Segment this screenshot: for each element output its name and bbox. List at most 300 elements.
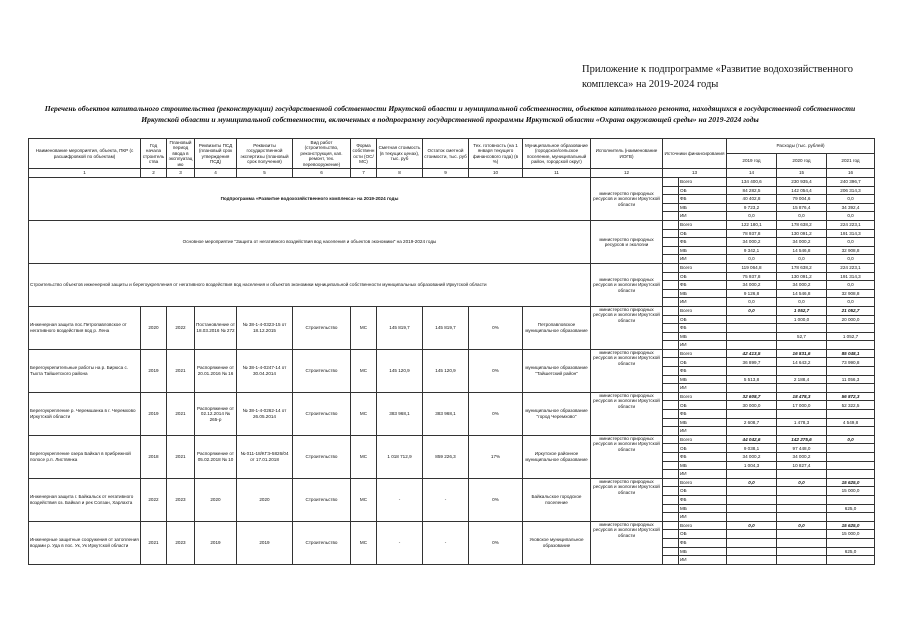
expense-value: 97 448,0 — [777, 444, 827, 453]
source-label: МБ — [679, 375, 727, 384]
source-spacer — [663, 220, 679, 229]
source-spacer — [663, 470, 679, 479]
source-spacer — [663, 246, 679, 255]
object-readiness: 17% — [469, 435, 523, 478]
expense-value: 14 546,8 — [777, 289, 827, 298]
group-name: Подпрограмма «Развитие водохозяйственного комплекса» на 2019-2024 годы — [29, 178, 591, 221]
expense-value: 15 876,4 — [777, 203, 827, 212]
source-label: ФБ — [679, 367, 727, 376]
source-label: ФБ — [679, 410, 727, 419]
source-label: ОБ — [679, 186, 727, 195]
expense-value: 0,0 — [727, 478, 777, 487]
object-work: Строительство — [293, 435, 351, 478]
header-work: Вид работ (строительство, реконструкция, кап. ремонт, тех. перевооружение) — [293, 139, 351, 169]
col-num: 15 — [777, 169, 827, 178]
header-2019: 2019 год — [727, 154, 777, 169]
source-label: Всего — [679, 521, 727, 530]
object-row — [29, 435, 875, 444]
header-year-plan: Плановый период ввода в эксплуатацию — [167, 139, 195, 169]
expense-value — [827, 324, 875, 333]
expense-value — [777, 487, 827, 496]
expense-value: 0,0 — [827, 212, 875, 221]
source-spacer — [663, 478, 679, 487]
expense-value — [777, 556, 827, 565]
object-cost: 383 968,1 — [377, 392, 423, 435]
source-spacer — [663, 324, 679, 333]
source-spacer — [663, 186, 679, 195]
source-label: ФБ — [679, 238, 727, 247]
expense-value: 20 000,0 — [827, 315, 875, 324]
source-label: МБ — [679, 203, 727, 212]
object-psd: Распоряжение от 20.01.2016 № 16 — [195, 349, 237, 392]
object-name: Берегоукрепление р. Черемшанка в г. Черемхово Иркутской области — [29, 392, 141, 435]
expense-value: 0,0 — [827, 281, 875, 290]
expense-value: 206 314,3 — [827, 186, 875, 195]
expense-value: 119 064,8 — [727, 263, 777, 272]
source-label: ИИ — [679, 298, 727, 307]
expense-value: 191 314,3 — [827, 229, 875, 238]
expense-value: 0,0 — [727, 306, 777, 315]
object-row — [29, 478, 875, 487]
expense-value — [827, 453, 875, 462]
expense-value: 142 275,6 — [777, 435, 827, 444]
object-ownership: МС — [351, 306, 377, 349]
source-label: Всего — [679, 435, 727, 444]
expense-value: 0,0 — [727, 521, 777, 530]
expense-value: 1 052,7 — [827, 332, 875, 341]
source-spacer — [663, 556, 679, 565]
source-label: ФБ — [679, 281, 727, 290]
col-num: 16 — [827, 169, 875, 178]
object-expertise: 2019 — [237, 521, 293, 564]
object-remain: 383 968,1 — [423, 392, 469, 435]
expense-value — [777, 427, 827, 436]
object-psd: 2020 — [195, 478, 237, 521]
object-municipal: муниципальное образование "Тайшетский район" — [523, 349, 591, 392]
object-cost: 145 120,9 — [377, 349, 423, 392]
source-label: МБ — [679, 332, 727, 341]
expense-value — [827, 384, 875, 393]
source-spacer — [663, 427, 679, 436]
expense-value — [827, 513, 875, 522]
group-name: Основное мероприятие "Защита от негативного воздействия вод населения и объектов экономики" на 2019-2024 годы — [29, 220, 591, 263]
source-label: Всего — [679, 392, 727, 401]
expense-value: 15 000,0 — [827, 530, 875, 539]
header-2020: 2020 год — [777, 154, 827, 169]
object-psd: Постановление от 18.03.2016 № 272 — [195, 306, 237, 349]
expense-value: 9 126,8 — [727, 289, 777, 298]
source-spacer — [663, 461, 679, 470]
header-expertise: Реквизиты государственной экспертизы (плановый срок получения) — [237, 139, 293, 169]
expense-value: 14 643,2 — [777, 358, 827, 367]
expense-value — [727, 341, 777, 350]
source-spacer — [663, 401, 679, 410]
col-num: 2 — [141, 169, 167, 178]
expense-value: 178 638,2 — [777, 220, 827, 229]
expense-value: 9 723,2 — [727, 203, 777, 212]
expense-value — [777, 410, 827, 419]
source-label: ОБ — [679, 487, 727, 496]
object-ownership: МС — [351, 478, 377, 521]
source-label: ФБ — [679, 453, 727, 462]
object-cost: 1 018 712,9 — [377, 435, 423, 478]
expense-value: 224 223,1 — [827, 220, 875, 229]
object-work: Строительство — [293, 349, 351, 392]
source-spacer — [663, 358, 679, 367]
source-spacer — [663, 178, 679, 187]
expense-value: 625,0 — [827, 547, 875, 556]
expense-value: 1 000,0 — [777, 315, 827, 324]
object-work: Строительство — [293, 306, 351, 349]
source-label: Всего — [679, 220, 727, 229]
source-label: ИИ — [679, 384, 727, 393]
group-executor: министерство природных ресурсов и экологии Иркутской области — [591, 263, 663, 306]
source-label: ИИ — [679, 255, 727, 264]
source-spacer — [663, 229, 679, 238]
object-readiness: 0% — [469, 349, 523, 392]
expense-value: 0,0 — [777, 212, 827, 221]
expense-value — [727, 538, 777, 547]
group-name: Строительство объектов инженерной защиты и берегоукрепления от негативного воздействия вод населения и объектов экономики муниципальной собственности муниципальных образований Иркутской области — [29, 263, 591, 306]
expense-value: 15 000,0 — [827, 487, 875, 496]
expense-value: 0,0 — [827, 255, 875, 264]
expense-value: 5 513,8 — [727, 375, 777, 384]
expense-value: 15 625,0 — [827, 521, 875, 530]
expense-value: 36 899,7 — [727, 358, 777, 367]
expense-value: 52,7 — [777, 332, 827, 341]
object-readiness: 0% — [469, 306, 523, 349]
object-year-plan: 2021 — [167, 435, 195, 478]
object-work: Строительство — [293, 392, 351, 435]
source-spacer — [663, 263, 679, 272]
group-row — [29, 178, 875, 187]
col-num: 7 — [351, 169, 377, 178]
expense-value: 142 054,4 — [777, 186, 827, 195]
expense-value: 130 091,2 — [777, 272, 827, 281]
object-executor: министерство природных ресурсов и экологии Иркутской области — [591, 521, 663, 564]
source-spacer — [663, 521, 679, 530]
header-2021: 2021 год — [827, 154, 875, 169]
source-label: ОБ — [679, 358, 727, 367]
header-municipal: Муниципальное образование (городское/сельское поселение, муниципальный район, городской округ) — [523, 139, 591, 169]
source-label: ИИ — [679, 513, 727, 522]
expense-value: 32 908,8 — [827, 246, 875, 255]
expense-value: 9 038,1 — [727, 444, 777, 453]
object-row — [29, 392, 875, 401]
source-label: МБ — [679, 461, 727, 470]
col-num: 6 — [293, 169, 351, 178]
expense-value: 34 000,2 — [777, 238, 827, 247]
object-ownership: МС — [351, 392, 377, 435]
object-name: Берегоукрепление озера Байкал в прибрежной полосе р.п. Листвянка — [29, 435, 141, 478]
object-readiness: 0% — [469, 478, 523, 521]
expense-value — [727, 513, 777, 522]
expense-value — [727, 495, 777, 504]
expense-value: 625,0 — [827, 504, 875, 513]
source-spacer — [663, 306, 679, 315]
object-readiness: 0% — [469, 392, 523, 435]
expense-value: 9 342,1 — [727, 246, 777, 255]
object-municipal: муниципальное образование "город Черемхово" — [523, 392, 591, 435]
expense-value: 130 091,2 — [777, 229, 827, 238]
object-expertise: 2020 — [237, 478, 293, 521]
source-spacer — [663, 530, 679, 539]
expense-value: 240 396,7 — [827, 178, 875, 187]
object-executor: министерство природных ресурсов и экологии Иркутской области — [591, 392, 663, 435]
expense-value — [727, 547, 777, 556]
expense-value: 34 000,2 — [727, 453, 777, 462]
object-cost: - — [377, 521, 423, 564]
object-year-plan: 2023 — [167, 521, 195, 564]
expense-value: 0,0 — [777, 255, 827, 264]
source-spacer — [663, 435, 679, 444]
expense-value: 42 413,5 — [727, 349, 777, 358]
source-spacer — [663, 315, 679, 324]
expense-value — [777, 367, 827, 376]
col-num: 11 — [523, 169, 591, 178]
expense-value: 0,0 — [727, 298, 777, 307]
object-name: Инженерные защитные сооружения от затопления водами р. Уда в пос. Ук, Ук Иркутской области — [29, 521, 141, 564]
source-label: ФБ — [679, 538, 727, 547]
object-year-plan: 2022 — [167, 306, 195, 349]
source-spacer — [663, 444, 679, 453]
expense-value: 0,0 — [827, 298, 875, 307]
col-num: 8 — [377, 169, 423, 178]
col-num: 9 — [423, 169, 469, 178]
object-remain: - — [423, 521, 469, 564]
source-label: ИИ — [679, 470, 727, 479]
source-label: МБ — [679, 547, 727, 556]
source-label: ОБ — [679, 229, 727, 238]
expense-value: 15 625,0 — [827, 478, 875, 487]
expense-value: 178 638,2 — [777, 263, 827, 272]
expense-value: 0,0 — [777, 478, 827, 487]
appendix-note: Приложение к подпрограмме «Развитие водохозяйственного комплекса» на 2019-2024 годы — [582, 64, 853, 90]
column-numbers-row — [29, 169, 875, 178]
source-label: ИИ — [679, 556, 727, 565]
header-row — [29, 139, 875, 154]
expense-value: 2 188,4 — [777, 375, 827, 384]
object-executor: министерство природных ресурсов и экологии Иркутской области — [591, 435, 663, 478]
source-spacer — [663, 298, 679, 307]
group-row — [29, 220, 875, 229]
expense-value — [777, 530, 827, 539]
col-num: 12 — [591, 169, 663, 178]
expense-value — [777, 504, 827, 513]
expense-value: 32 908,8 — [827, 289, 875, 298]
source-spacer — [663, 375, 679, 384]
expense-value — [827, 367, 875, 376]
table-body — [29, 139, 875, 565]
expense-value: 34 000,2 — [777, 281, 827, 290]
object-cost: 145 819,7 — [377, 306, 423, 349]
source-spacer — [663, 495, 679, 504]
object-year-start: 2020 — [141, 306, 167, 349]
expense-value — [777, 324, 827, 333]
source-spacer — [663, 289, 679, 298]
expense-value — [727, 324, 777, 333]
expense-value: 1 478,3 — [777, 418, 827, 427]
object-executor: министерство природных ресурсов и экологии Иркутской области — [591, 306, 663, 349]
source-spacer — [663, 332, 679, 341]
expense-value: 79 004,6 — [777, 195, 827, 204]
expense-value — [777, 547, 827, 556]
expense-value: 34 392,4 — [827, 203, 875, 212]
object-row — [29, 306, 875, 315]
object-expertise: № 38-1-4-0323-15 от 18.12.2015 — [237, 306, 293, 349]
object-row — [29, 349, 875, 358]
source-label: ОБ — [679, 272, 727, 281]
expense-value: 34 000,2 — [727, 238, 777, 247]
expense-value — [727, 315, 777, 324]
expense-value: 40 402,8 — [727, 195, 777, 204]
source-label: ОБ — [679, 530, 727, 539]
source-label: Всего — [679, 306, 727, 315]
document-title: Перечень объектов капитального строительства (реконструкции) государственной собственности Иркутской области и муниципальной собственности, объектов капитального ремонта, находящихся в государственной собственности Иркутской области и муниципальной собственности, включенных в подпрограмму государственной программы Иркутской области «Охрана окружающей среды» на 2019-2024 годы — [44, 104, 856, 124]
object-year-plan: 2021 — [167, 349, 195, 392]
source-label: МБ — [679, 504, 727, 513]
expense-value — [727, 410, 777, 419]
expense-value — [727, 332, 777, 341]
col-num: 5 — [237, 169, 293, 178]
header-expenses: Расходы (тыс. рублей) — [727, 139, 875, 154]
expense-value — [777, 538, 827, 547]
source-spacer — [663, 410, 679, 419]
expense-value — [827, 427, 875, 436]
source-label: ФБ — [679, 195, 727, 204]
object-remain: 145 120,9 — [423, 349, 469, 392]
header-remain: Остаток сметной стоимости, тыс. руб — [423, 139, 469, 169]
source-spacer — [663, 392, 679, 401]
source-spacer — [663, 195, 679, 204]
expense-value: 0,0 — [827, 435, 875, 444]
objects-table — [28, 138, 875, 565]
source-spacer — [663, 341, 679, 350]
object-year-start: 2021 — [141, 521, 167, 564]
source-spacer — [663, 487, 679, 496]
source-spacer — [663, 367, 679, 376]
expense-value — [777, 495, 827, 504]
expense-value — [827, 410, 875, 419]
expense-value — [727, 556, 777, 565]
expense-value — [827, 495, 875, 504]
expense-value — [827, 470, 875, 479]
header-ownership: Форма собственности (ОС/МС) — [351, 139, 377, 169]
expense-value: 32 608,7 — [727, 392, 777, 401]
expense-value — [777, 384, 827, 393]
object-year-start: 2018 — [141, 435, 167, 478]
header-executor: Исполнитель (наименование ИОГВ) — [591, 139, 663, 169]
object-ownership: МС — [351, 435, 377, 478]
expense-value: 230 935,4 — [777, 178, 827, 187]
expense-value: 0,0 — [777, 298, 827, 307]
object-expertise: № 38-1-4-0247-14 от 30.04.2014 — [237, 349, 293, 392]
col-num: 13 — [663, 169, 727, 178]
source-label: ФБ — [679, 495, 727, 504]
expense-value — [827, 461, 875, 470]
expense-value — [827, 538, 875, 547]
source-spacer — [663, 418, 679, 427]
source-label: МБ — [679, 246, 727, 255]
expense-value: 1 004,3 — [727, 461, 777, 470]
col-num: 1 — [29, 169, 141, 178]
expense-value — [727, 487, 777, 496]
source-spacer — [663, 212, 679, 221]
object-row — [29, 521, 875, 530]
source-spacer — [663, 538, 679, 547]
object-expertise: № 38-1-4-0262-14 от 26.05.2014 — [237, 392, 293, 435]
expense-value: 34 000,2 — [727, 281, 777, 290]
source-label: ОБ — [679, 444, 727, 453]
expense-value: 191 314,3 — [827, 272, 875, 281]
col-num: 14 — [727, 169, 777, 178]
col-num: 10 — [469, 169, 523, 178]
object-work: Строительство — [293, 521, 351, 564]
expense-value — [827, 556, 875, 565]
source-label: Всего — [679, 178, 727, 187]
expense-value — [727, 470, 777, 479]
source-label: ИИ — [679, 341, 727, 350]
object-name: Инженерная защита пос.Петропавловское от негативного воздействия вод р. Лена — [29, 306, 141, 349]
object-remain: - — [423, 478, 469, 521]
source-label: МБ — [679, 418, 727, 427]
expense-value — [727, 384, 777, 393]
expense-value: 0,0 — [827, 238, 875, 247]
expense-value: 2 608,7 — [727, 418, 777, 427]
object-expertise: № 011-18/КГЭ-5826/04 от 17.01.2018 — [237, 435, 293, 478]
source-label: МБ — [679, 289, 727, 298]
object-municipal: Уковское муниципальное образование — [523, 521, 591, 564]
expense-value: 73 990,8 — [827, 358, 875, 367]
source-spacer — [663, 349, 679, 358]
object-cost: - — [377, 478, 423, 521]
object-year-start: 2019 — [141, 392, 167, 435]
object-municipal: Иркутское районное муниципальное образование — [523, 435, 591, 478]
object-psd: Распоряжение от 05.02.2018 № 10 — [195, 435, 237, 478]
source-label: Всего — [679, 263, 727, 272]
source-label: ОБ — [679, 315, 727, 324]
expense-value: 56 872,3 — [827, 392, 875, 401]
expense-value: 1 052,7 — [777, 306, 827, 315]
source-spacer — [663, 238, 679, 247]
expense-value — [727, 427, 777, 436]
expense-value: 0,0 — [827, 195, 875, 204]
expense-value: 30 000,0 — [727, 401, 777, 410]
expense-value: 52 322,5 — [827, 401, 875, 410]
expense-value: 122 180,1 — [727, 220, 777, 229]
object-name: Берегоукрепительные работы на р. Бирюса с. Тыхта Тайшетского района — [29, 349, 141, 392]
group-executor: министерство природных ресурсов и экологии Иркутской области — [591, 178, 663, 221]
object-municipal: Петропавловское муниципальное образование — [523, 306, 591, 349]
expense-value: 0,0 — [727, 255, 777, 264]
expense-value: 18 478,3 — [777, 392, 827, 401]
source-spacer — [663, 203, 679, 212]
object-name: Инженерная защита г. Байкальск от негативного воздействия оз. Байкал и рек Солзан, Харлахта — [29, 478, 141, 521]
object-work: Строительство — [293, 478, 351, 521]
header-name: Наименование мероприятия, объекта, ПКР (с расшифровкой по объектам) — [29, 139, 141, 169]
object-psd: Распоряжение от 02.12.2014 № 265-р — [195, 392, 237, 435]
col-num: 3 — [167, 169, 195, 178]
source-spacer — [663, 513, 679, 522]
expense-value: 44 042,6 — [727, 435, 777, 444]
expense-value: 224 223,1 — [827, 263, 875, 272]
object-executor: министерство природных ресурсов и экологии Иркутской области — [591, 478, 663, 521]
expense-value — [727, 504, 777, 513]
source-label: Всего — [679, 349, 727, 358]
object-remain: 145 819,7 — [423, 306, 469, 349]
expense-value: 17 000,0 — [777, 401, 827, 410]
expense-value — [777, 341, 827, 350]
